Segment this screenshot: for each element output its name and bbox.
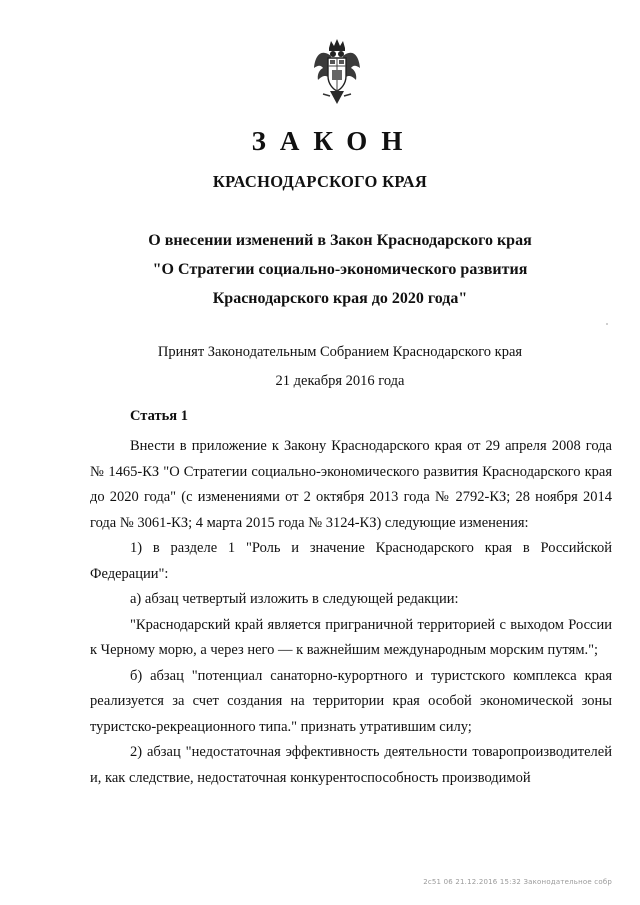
paragraph: а) абзац четвертый изложить в следующей редакции:	[130, 591, 459, 607]
adoption-date: 21 декабря 2016 года	[275, 373, 405, 389]
document-subtitle: КРАСНОДАРСКОГО КРАЯ	[212, 172, 428, 191]
law-title	[20, 226, 640, 313]
adoption-info	[20, 338, 640, 396]
adopted-by: Принят Законодательным Собранием Краснодарского края	[157, 344, 523, 360]
paragraph: 1) в разделе 1 "Роль и значение Краснодарского края в Российской Федерации":	[90, 540, 612, 582]
article-heading: Статья 1	[130, 408, 188, 424]
coat-of-arms-icon	[313, 38, 361, 110]
paragraph: Внести в приложение к Закону Краснодарского края от 29 апреля 2008 года № 1465-КЗ "О Стратегии социально-экономического развития Краснодарского края до 2020 года" (с изменениями от 2 октября 2013 года № 2792-КЗ; 28 ноября 2014 года № 3061-КЗ; 4 марта 2015 года № 3124-КЗ) следующие изменения:	[90, 438, 612, 531]
body-text	[90, 434, 612, 791]
scan-speck	[606, 323, 608, 325]
paragraph: б) абзац "потенциал санаторно-курортного и туристского комплекса края реализуется за счет создания на территории края особой экономической зоны туристско-рекреационного типа." признать утратившим силу;	[90, 667, 612, 735]
law-title-line: "О Стратегии социально-экономического развития	[152, 261, 528, 278]
paragraph: 2) абзац "недостаточная эффективность деятельности товаропроизводителей и, как следствие, недостаточная конкурентоспособность производимой	[90, 744, 612, 786]
document-title: ЗАКОН	[251, 126, 417, 156]
footer-stamp: 2c51 06 21.12.2016 15:32 Законодательное собр	[423, 878, 612, 886]
law-title-line: О внесении изменений в Закон Краснодарского края	[148, 232, 532, 249]
paragraph: "Краснодарский край является приграничной территорией с выходом России к Черному морю, а через него — к важнейшим международным морским путям.";	[90, 616, 612, 658]
law-title-line: Краснодарского края до 2020 года"	[212, 290, 468, 307]
